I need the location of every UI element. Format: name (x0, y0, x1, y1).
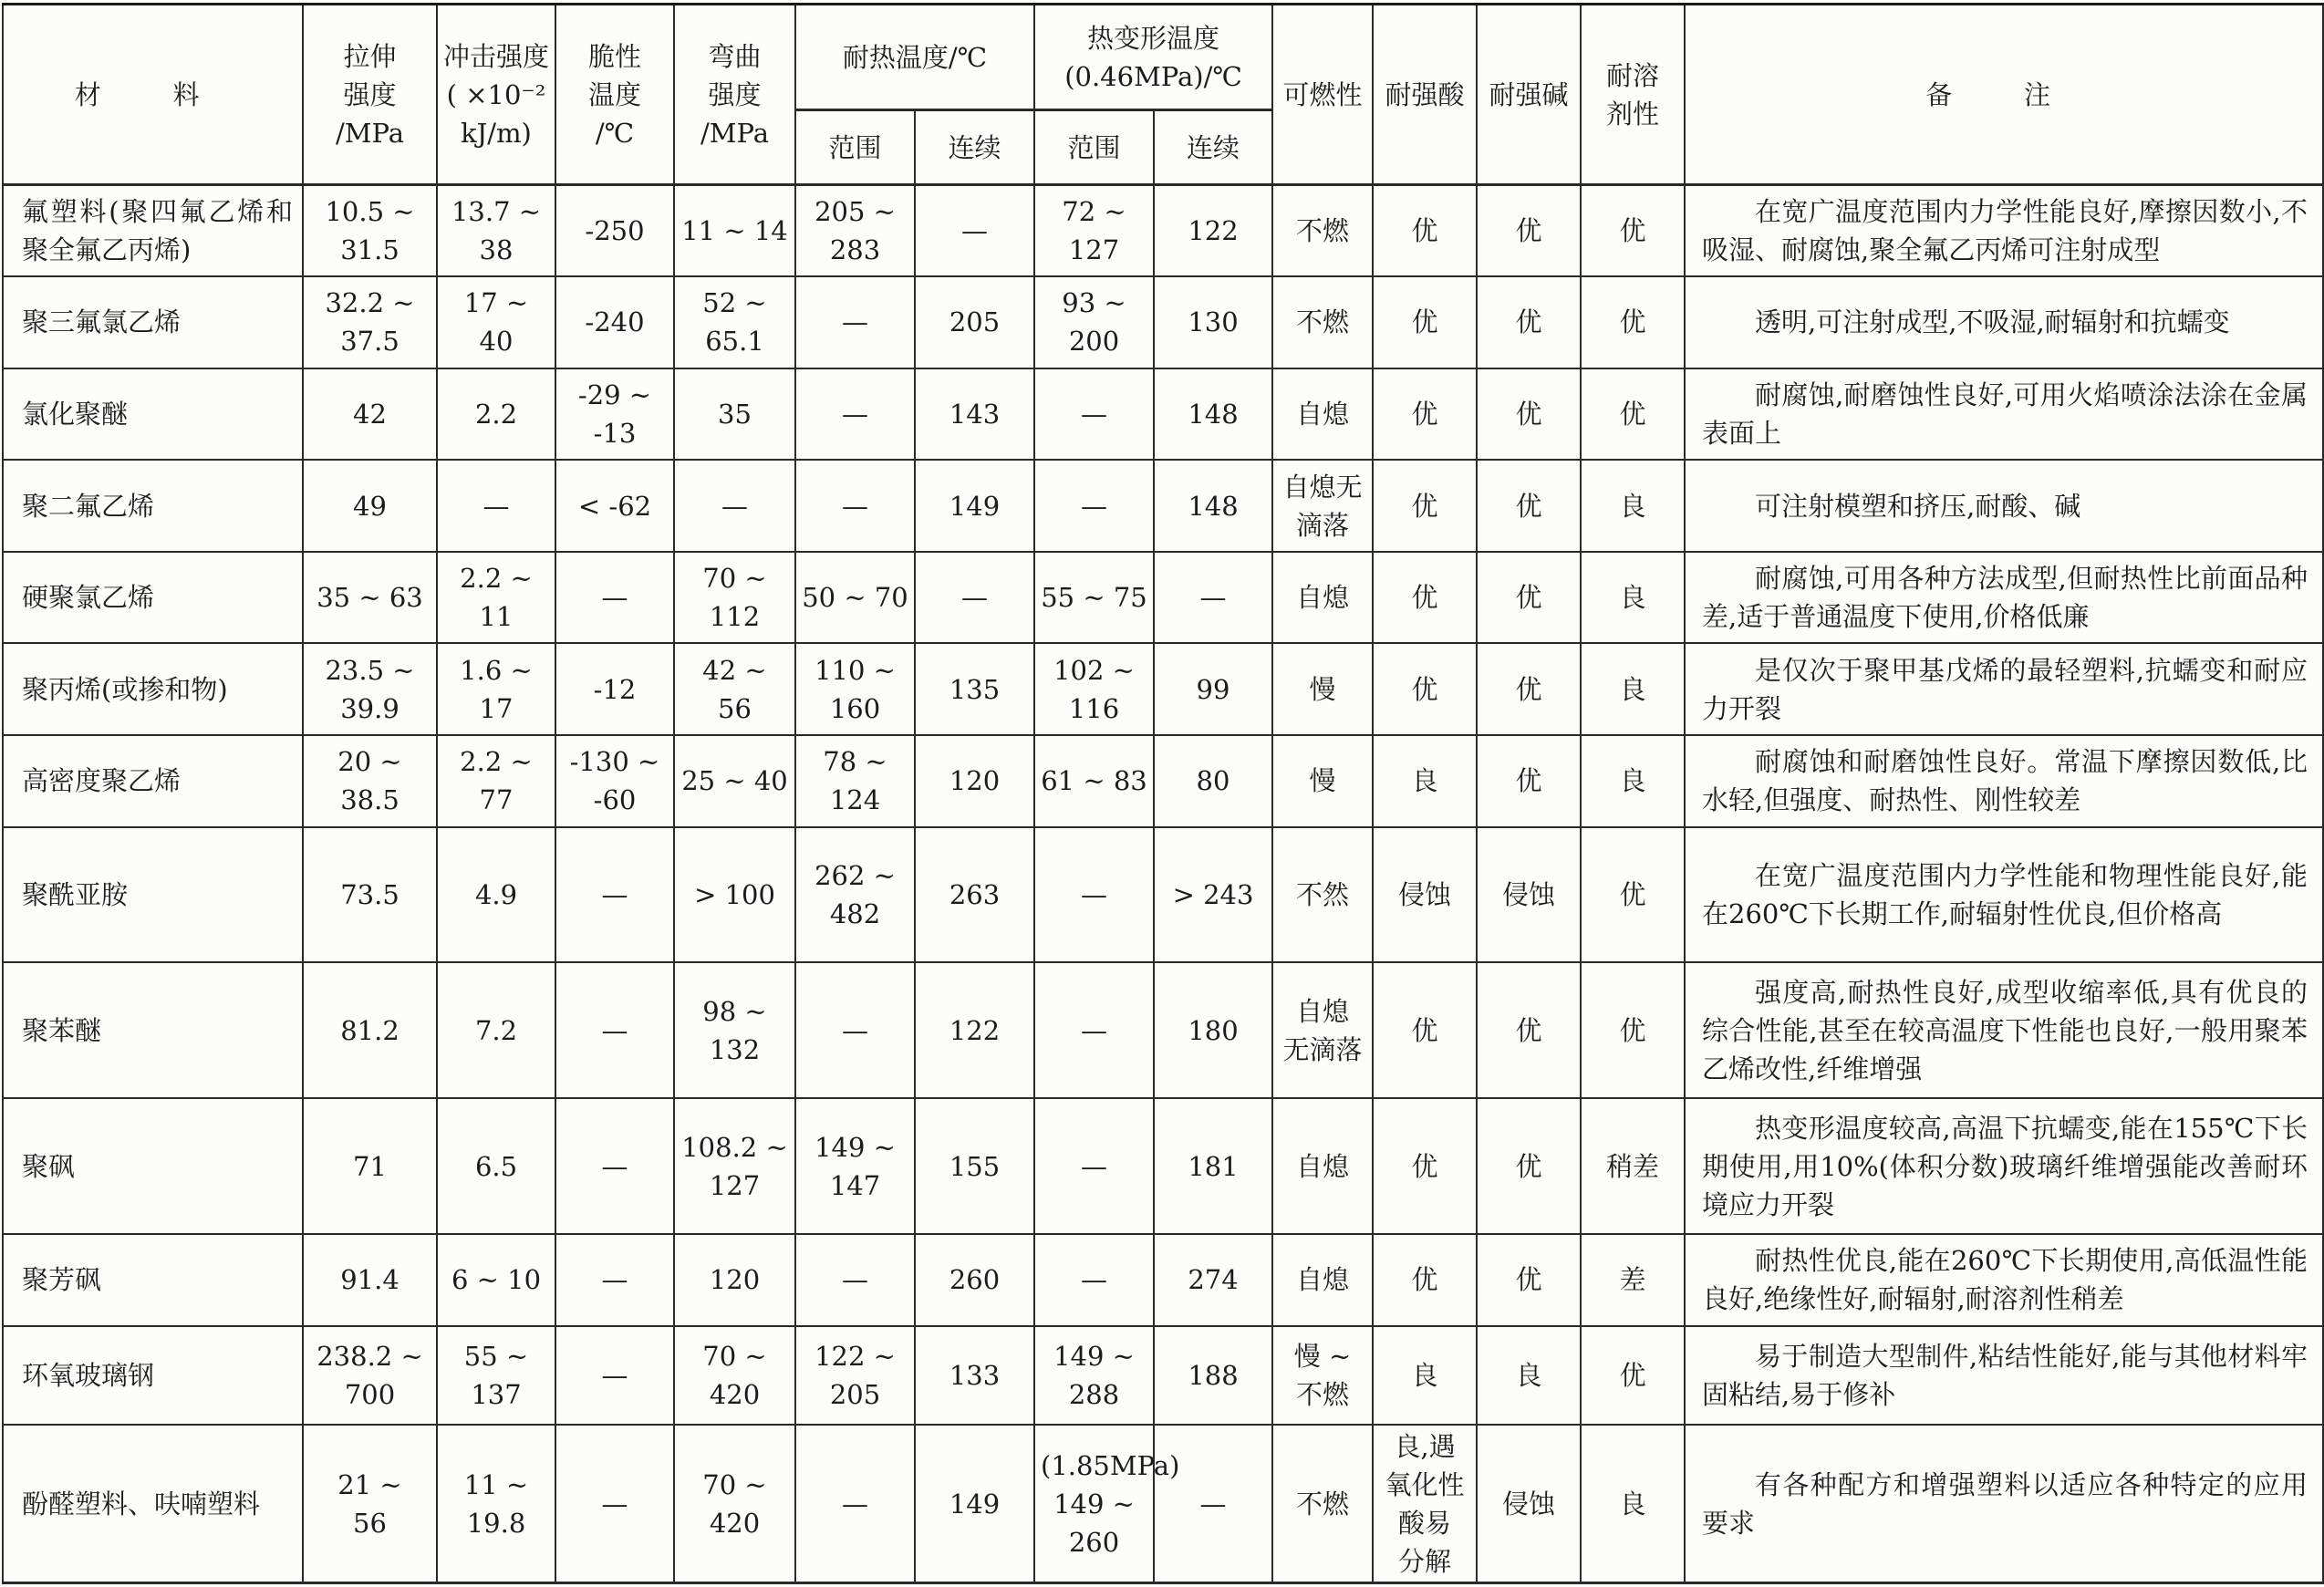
heat-deflection-range-cell: 102 ~ 116 (1034, 643, 1154, 735)
material-cell: 聚三氟氯乙烯 (3, 276, 303, 368)
tensile-strength-cell: 42 (303, 368, 437, 461)
solvent-resistance-cell: 优 (1581, 1326, 1685, 1426)
solvent-resistance-cell: 良 (1581, 735, 1685, 827)
solvent-resistance-cell: 优 (1581, 185, 1685, 277)
heat-deflection-continuous-cell: 130 (1154, 276, 1272, 368)
heat-resistance-continuous-cell: 155 (915, 1098, 1034, 1234)
material-cell: 聚砜 (3, 1098, 303, 1234)
flexural-strength-cell: 11 ~ 14 (674, 185, 795, 277)
material-cell: 酚醛塑料、呋喃塑料 (3, 1425, 303, 1582)
flammability-cell: 不燃 (1272, 276, 1373, 368)
alkali-resistance-cell: 优 (1477, 1098, 1581, 1234)
tensile-strength-cell: 91.4 (303, 1234, 437, 1326)
heat-resistance-range-cell: — (795, 368, 915, 461)
heat-deflection-range-cell: 93 ~ 200 (1034, 276, 1154, 368)
brittle-temperature-cell: -12 (555, 643, 674, 735)
table-row (3, 552, 2323, 644)
tensile-strength-cell: 20 ~ 38.5 (303, 735, 437, 827)
table-row (3, 276, 2323, 368)
tensile-strength-cell: 21 ~ 56 (303, 1425, 437, 1582)
flammability-cell: 不然 (1272, 827, 1373, 963)
heat-resistance-range-cell: 262 ~ 482 (795, 827, 915, 963)
heat-deflection-continuous-cell: 80 (1154, 735, 1272, 827)
brittle-temperature-cell: — (555, 1425, 674, 1582)
flexural-strength-cell: 35 (674, 368, 795, 461)
acid-resistance-cell: 优 (1373, 368, 1477, 461)
heat-resistance-continuous-cell: 260 (915, 1234, 1034, 1326)
heat-deflection-range-cell: — (1034, 1234, 1154, 1326)
flexural-strength-cell: 108.2 ~ 127 (674, 1098, 795, 1234)
plastics-properties-table (2, 3, 2324, 1584)
heat-deflection-range-cell: 61 ~ 83 (1034, 735, 1154, 827)
acid-resistance-cell: 优 (1373, 643, 1477, 735)
acid-resistance-cell: 优 (1373, 1234, 1477, 1326)
brittle-temperature-cell: -250 (555, 185, 674, 277)
impact-strength-cell: 7.2 (437, 962, 555, 1098)
remarks-cell: 耐腐蚀,耐磨蚀性良好,可用火焰喷涂法涂在金属表面上 (1685, 368, 2323, 461)
table-row (3, 1425, 2323, 1582)
heat-resistance-continuous-cell: 122 (915, 962, 1034, 1098)
heat-resistance-range-cell: — (795, 962, 915, 1098)
remarks-cell: 可注射模塑和挤压,耐酸、碱 (1685, 460, 2323, 552)
table-header (3, 5, 2323, 185)
flexural-strength-cell: > 100 (674, 827, 795, 963)
header-acid-resistance: 耐强酸 (1373, 5, 1477, 185)
alkali-resistance-cell: 优 (1477, 735, 1581, 827)
header-heat-resistance: 耐热温度/℃ (795, 5, 1034, 110)
impact-strength-cell: — (437, 460, 555, 552)
alkali-resistance-cell: 侵蚀 (1477, 1425, 1581, 1582)
remarks-cell: 在宽广温度范围内力学性能良好,摩擦因数小,不吸湿、耐腐蚀,聚全氟乙丙烯可注射成型 (1685, 185, 2323, 277)
header-heat-resistance-continuous: 连续 (915, 110, 1034, 185)
header-heat-deflection-range: 范围 (1034, 110, 1154, 185)
heat-deflection-continuous-cell: — (1154, 552, 1272, 644)
impact-strength-cell: 2.2 ~ 11 (437, 552, 555, 644)
flammability-cell: 自熄无 滴落 (1272, 460, 1373, 552)
header-heat-resistance-range: 范围 (795, 110, 915, 185)
solvent-resistance-cell: 良 (1581, 460, 1685, 552)
header-remarks: 备 注 (1685, 5, 2323, 185)
acid-resistance-cell: 优 (1373, 1098, 1477, 1234)
impact-strength-cell: 6.5 (437, 1098, 555, 1234)
flammability-cell: 自熄 无滴落 (1272, 962, 1373, 1098)
heat-deflection-range-cell: — (1034, 962, 1154, 1098)
flexural-strength-cell: 98 ~ 132 (674, 962, 795, 1098)
heat-deflection-range-cell: 72 ~ 127 (1034, 185, 1154, 277)
acid-resistance-cell: 良,遇 氧化性 酸易 分解 (1373, 1425, 1477, 1582)
solvent-resistance-cell: 良 (1581, 1425, 1685, 1582)
table-body (3, 185, 2323, 1583)
tensile-strength-cell: 81.2 (303, 962, 437, 1098)
header-impact-strength: 冲击强度 ( ×10⁻² kJ/m) (437, 5, 555, 185)
heat-deflection-continuous-cell: 122 (1154, 185, 1272, 277)
heat-resistance-continuous-cell: 143 (915, 368, 1034, 461)
heat-resistance-range-cell: 149 ~ 147 (795, 1098, 915, 1234)
heat-resistance-range-cell: 78 ~ 124 (795, 735, 915, 827)
acid-resistance-cell: 良 (1373, 735, 1477, 827)
heat-resistance-continuous-cell: 205 (915, 276, 1034, 368)
tensile-strength-cell: 238.2 ~ 700 (303, 1326, 437, 1426)
table-row (3, 643, 2323, 735)
table-row (3, 735, 2323, 827)
header-flammability: 可燃性 (1272, 5, 1373, 185)
impact-strength-cell: 17 ~ 40 (437, 276, 555, 368)
alkali-resistance-cell: 优 (1477, 1234, 1581, 1326)
heat-deflection-continuous-cell: 148 (1154, 368, 1272, 461)
solvent-resistance-cell: 差 (1581, 1234, 1685, 1326)
material-cell: 聚芳砜 (3, 1234, 303, 1326)
material-cell: 氟塑料(聚四氟乙烯和聚全氟乙丙烯) (3, 185, 303, 277)
acid-resistance-cell: 优 (1373, 460, 1477, 552)
impact-strength-cell: 2.2 ~ 77 (437, 735, 555, 827)
flexural-strength-cell: 25 ~ 40 (674, 735, 795, 827)
impact-strength-cell: 55 ~ 137 (437, 1326, 555, 1426)
brittle-temperature-cell: -29 ~ -13 (555, 368, 674, 461)
material-cell: 聚酰亚胺 (3, 827, 303, 963)
acid-resistance-cell: 优 (1373, 962, 1477, 1098)
remarks-cell: 耐腐蚀,可用各种方法成型,但耐热性比前面品种差,适于普通温度下使用,价格低廉 (1685, 552, 2323, 644)
alkali-resistance-cell: 侵蚀 (1477, 827, 1581, 963)
heat-resistance-range-cell: 50 ~ 70 (795, 552, 915, 644)
table-row (3, 185, 2323, 277)
impact-strength-cell: 6 ~ 10 (437, 1234, 555, 1326)
solvent-resistance-cell: 优 (1581, 368, 1685, 461)
flammability-cell: 慢 (1272, 735, 1373, 827)
remarks-cell: 耐热性优良,能在260℃下长期使用,高低温性能良好,绝缘性好,耐辐射,耐溶剂性稍差 (1685, 1234, 2323, 1326)
acid-resistance-cell: 优 (1373, 552, 1477, 644)
brittle-temperature-cell: — (555, 1234, 674, 1326)
material-cell: 聚二氟乙烯 (3, 460, 303, 552)
brittle-temperature-cell: — (555, 552, 674, 644)
heat-deflection-range-cell: — (1034, 368, 1154, 461)
heat-deflection-continuous-cell: 181 (1154, 1098, 1272, 1234)
heat-resistance-range-cell: — (795, 1234, 915, 1326)
header-tensile-strength: 拉伸 强度 /MPa (303, 5, 437, 185)
alkali-resistance-cell: 优 (1477, 276, 1581, 368)
alkali-resistance-cell: 良 (1477, 1326, 1581, 1426)
heat-resistance-continuous-cell: 135 (915, 643, 1034, 735)
flexural-strength-cell: 52 ~ 65.1 (674, 276, 795, 368)
heat-resistance-continuous-cell: — (915, 185, 1034, 277)
impact-strength-cell: 1.6 ~ 17 (437, 643, 555, 735)
table-row (3, 1326, 2323, 1426)
heat-deflection-continuous-cell: 188 (1154, 1326, 1272, 1426)
flammability-cell: 不燃 (1272, 185, 1373, 277)
flammability-cell: 自熄 (1272, 368, 1373, 461)
material-cell: 硬聚氯乙烯 (3, 552, 303, 644)
heat-deflection-range-cell: — (1034, 827, 1154, 963)
flammability-cell: 自熄 (1272, 552, 1373, 644)
heat-resistance-continuous-cell: 263 (915, 827, 1034, 963)
table-row (3, 827, 2323, 963)
flexural-strength-cell: 70 ~ 112 (674, 552, 795, 644)
remarks-cell: 是仅次于聚甲基戊烯的最轻塑料,抗蠕变和耐应力开裂 (1685, 643, 2323, 735)
brittle-temperature-cell: — (555, 1326, 674, 1426)
flexural-strength-cell: 120 (674, 1234, 795, 1326)
impact-strength-cell: 13.7 ~ 38 (437, 185, 555, 277)
flammability-cell: 自熄 (1272, 1098, 1373, 1234)
heat-deflection-range-cell: 55 ~ 75 (1034, 552, 1154, 644)
tensile-strength-cell: 71 (303, 1098, 437, 1234)
heat-resistance-continuous-cell: 149 (915, 460, 1034, 552)
table-row (3, 1098, 2323, 1234)
alkali-resistance-cell: 优 (1477, 552, 1581, 644)
solvent-resistance-cell: 优 (1581, 962, 1685, 1098)
impact-strength-cell: 11 ~ 19.8 (437, 1425, 555, 1582)
alkali-resistance-cell: 优 (1477, 460, 1581, 552)
heat-resistance-range-cell: — (795, 460, 915, 552)
header-material: 材 料 (3, 5, 303, 185)
material-cell: 聚苯醚 (3, 962, 303, 1098)
material-cell: 氯化聚醚 (3, 368, 303, 461)
header-solvent-resistance: 耐溶 剂性 (1581, 5, 1685, 185)
heat-deflection-range-cell: — (1034, 460, 1154, 552)
table-row (3, 962, 2323, 1098)
remarks-cell: 耐腐蚀和耐磨蚀性良好。常温下摩擦因数低,比水轻,但强度、耐热性、刚性较差 (1685, 735, 2323, 827)
heat-resistance-range-cell: 122 ~ 205 (795, 1326, 915, 1426)
impact-strength-cell: 2.2 (437, 368, 555, 461)
tensile-strength-cell: 32.2 ~ 37.5 (303, 276, 437, 368)
heat-deflection-continuous-cell: 180 (1154, 962, 1272, 1098)
remarks-cell: 易于制造大型制件,粘结性能好,能与其他材料牢固粘结,易于修补 (1685, 1326, 2323, 1426)
heat-resistance-range-cell: — (795, 276, 915, 368)
tensile-strength-cell: 10.5 ~ 31.5 (303, 185, 437, 277)
acid-resistance-cell: 优 (1373, 185, 1477, 277)
header-flexural-strength: 弯曲 强度 /MPa (674, 5, 795, 185)
heat-deflection-continuous-cell: 274 (1154, 1234, 1272, 1326)
acid-resistance-cell: 侵蚀 (1373, 827, 1477, 963)
brittle-temperature-cell: — (555, 1098, 674, 1234)
acid-resistance-cell: 良 (1373, 1326, 1477, 1426)
brittle-temperature-cell: -240 (555, 276, 674, 368)
header-alkali-resistance: 耐强碱 (1477, 5, 1581, 185)
solvent-resistance-cell: 稍差 (1581, 1098, 1685, 1234)
heat-deflection-continuous-cell: — (1154, 1425, 1272, 1582)
solvent-resistance-cell: 良 (1581, 643, 1685, 735)
solvent-resistance-cell: 优 (1581, 827, 1685, 963)
alkali-resistance-cell: 优 (1477, 643, 1581, 735)
remarks-cell: 有各种配方和增强塑料以适应各种特定的应用要求 (1685, 1425, 2323, 1582)
flammability-cell: 不燃 (1272, 1425, 1373, 1582)
remarks-cell: 强度高,耐热性良好,成型收缩率低,具有优良的综合性能,甚至在较高温度下性能也良好,一般用聚苯乙烯改性,纤维增强 (1685, 962, 2323, 1098)
material-cell: 高密度聚乙烯 (3, 735, 303, 827)
heat-resistance-continuous-cell: 149 (915, 1425, 1034, 1582)
flammability-cell: 慢 (1272, 643, 1373, 735)
remarks-cell: 透明,可注射成型,不吸湿,耐辐射和抗蠕变 (1685, 276, 2323, 368)
heat-deflection-range-cell: — (1034, 1098, 1154, 1234)
heat-resistance-range-cell: 205 ~ 283 (795, 185, 915, 277)
alkali-resistance-cell: 优 (1477, 962, 1581, 1098)
header-heat-deflection-continuous: 连续 (1154, 110, 1272, 185)
flexural-strength-cell: 70 ~ 420 (674, 1425, 795, 1582)
heat-deflection-range-cell: (1.85MPa) 149 ~ 260 (1034, 1425, 1154, 1582)
tensile-strength-cell: 73.5 (303, 827, 437, 963)
header-brittle-temperature: 脆性 温度 /℃ (555, 5, 674, 185)
tensile-strength-cell: 49 (303, 460, 437, 552)
flammability-cell: 自熄 (1272, 1234, 1373, 1326)
heat-deflection-continuous-cell: 99 (1154, 643, 1272, 735)
impact-strength-cell: 4.9 (437, 827, 555, 963)
heat-resistance-continuous-cell: 120 (915, 735, 1034, 827)
heat-resistance-continuous-cell: — (915, 552, 1034, 644)
remarks-cell: 热变形温度较高,高温下抗蠕变,能在155℃下长期使用,用10%(体积分数)玻璃纤维增强能改善耐环境应力开裂 (1685, 1098, 2323, 1234)
solvent-resistance-cell: 良 (1581, 552, 1685, 644)
heat-deflection-continuous-cell: > 243 (1154, 827, 1272, 963)
flexural-strength-cell: 42 ~ 56 (674, 643, 795, 735)
flammability-cell: 慢 ~ 不燃 (1272, 1326, 1373, 1426)
heat-resistance-range-cell: — (795, 1425, 915, 1582)
tensile-strength-cell: 23.5 ~ 39.9 (303, 643, 437, 735)
solvent-resistance-cell: 优 (1581, 276, 1685, 368)
table-row (3, 368, 2323, 461)
flexural-strength-cell: 70 ~ 420 (674, 1326, 795, 1426)
heat-resistance-range-cell: 110 ~ 160 (795, 643, 915, 735)
tensile-strength-cell: 35 ~ 63 (303, 552, 437, 644)
heat-deflection-range-cell: 149 ~ 288 (1034, 1326, 1154, 1426)
alkali-resistance-cell: 优 (1477, 368, 1581, 461)
table-row (3, 1234, 2323, 1326)
brittle-temperature-cell: < -62 (555, 460, 674, 552)
brittle-temperature-cell: -130 ~ -60 (555, 735, 674, 827)
heat-deflection-continuous-cell: 148 (1154, 460, 1272, 552)
flexural-strength-cell: — (674, 460, 795, 552)
material-cell: 聚丙烯(或掺和物) (3, 643, 303, 735)
brittle-temperature-cell: — (555, 962, 674, 1098)
brittle-temperature-cell: — (555, 827, 674, 963)
remarks-cell: 在宽广温度范围内力学性能和物理性能良好,能在260℃下长期工作,耐辐射性优良,但价格高 (1685, 827, 2323, 963)
table-row (3, 460, 2323, 552)
header-heat-deflection: 热变形温度 (0.46MPa)/℃ (1034, 5, 1272, 110)
alkali-resistance-cell: 优 (1477, 185, 1581, 277)
heat-resistance-continuous-cell: 133 (915, 1326, 1034, 1426)
material-cell: 环氧玻璃钢 (3, 1326, 303, 1426)
acid-resistance-cell: 优 (1373, 276, 1477, 368)
